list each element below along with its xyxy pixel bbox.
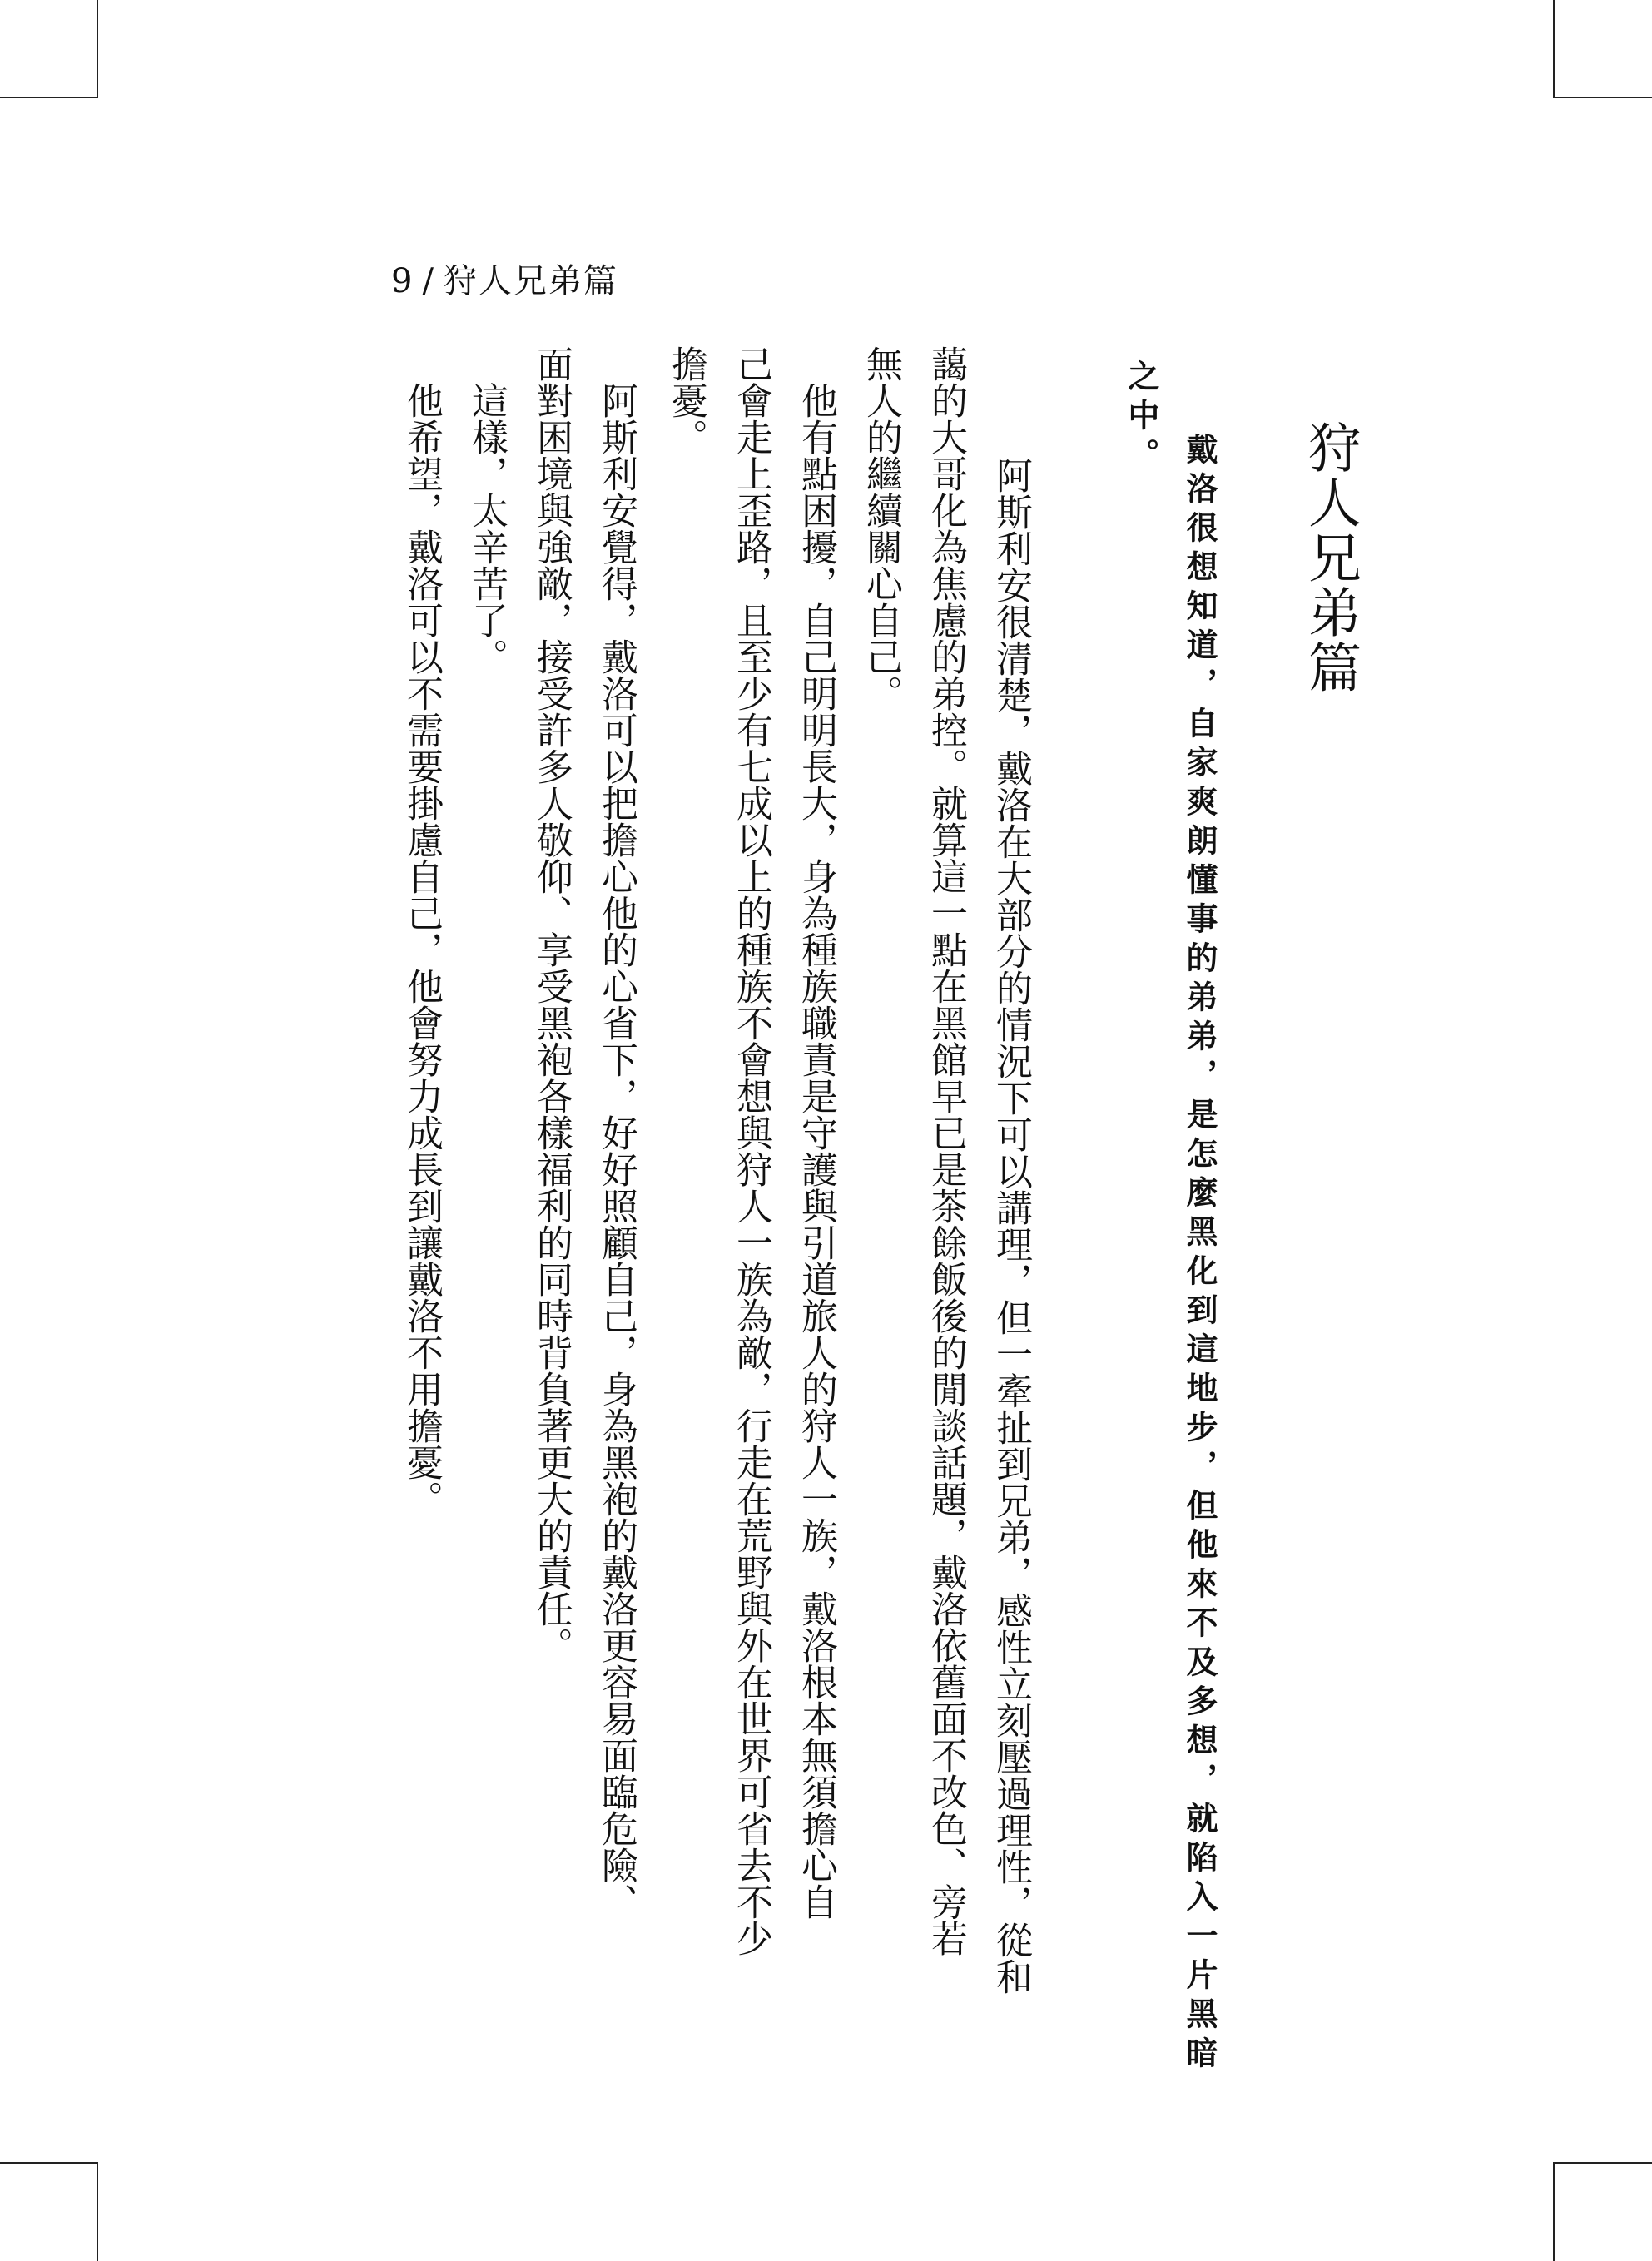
body-line: 面對困境與強敵，接受許多人敬仰、享受黑袍各樣福利的同時背負著更大的責任。	[530, 345, 573, 1664]
crop-mark-top-left-horizontal	[0, 97, 98, 98]
body-line: 阿斯利安很清楚，戴洛在大部分的情況下可以講理，但一牽扯到兄弟，感性立刻壓過理性，從和	[990, 420, 1032, 1995]
intro-line: 之中。	[1123, 359, 1160, 477]
intro-line: 戴洛很想知道，自家爽朗懂事的弟弟，是怎麼黑化到這地步，但他來不及多想，就陷入一片黑暗	[1181, 433, 1218, 2075]
running-head-separator: /	[422, 262, 435, 300]
body-line: 擔憂。	[665, 345, 707, 455]
body-line: 阿斯利安覺得，戴洛可以把擔心他的心省下，好好照顧自己，身為黑袍的戴洛更容易面臨危險、	[595, 345, 637, 1920]
body-line: 藹的大哥化為焦慮的弟控。就算這一點在黑館早已是茶餘飯後的閒談話題，戴洛依舊面不改色、旁若	[925, 345, 967, 1956]
crop-mark-bottom-left-vertical	[97, 2162, 98, 2261]
crop-mark-bottom-left-horizontal	[0, 2162, 98, 2164]
body-line: 這樣，太辛苦了。	[465, 345, 508, 675]
crop-mark-top-left-vertical	[97, 0, 98, 98]
running-head-book-title: 狩人兄弟篇	[443, 262, 618, 300]
crop-mark-top-right-horizontal	[1553, 97, 1652, 98]
chapter-title: 狩人兄弟篇	[1299, 420, 1361, 695]
crop-mark-top-right-vertical	[1553, 0, 1555, 98]
body-line: 他希望，戴洛可以不需要掛慮自己，他會努力成長到讓戴洛不用擔憂。	[400, 345, 443, 1517]
body-line: 己會走上歪路，且至少有七成以上的種族不會想與狩人一族為敵，行走在荒野與外在世界可省去不少	[730, 345, 772, 1956]
running-head	[391, 262, 618, 300]
body-line: 他有點困擾，自己明明長大，身為種族職責是守護與引道旅人的狩人一族，戴洛根本無須擔心自	[795, 345, 837, 1920]
body-line: 無人的繼續關心自己。	[860, 345, 902, 712]
crop-mark-bottom-right-vertical	[1553, 2162, 1555, 2261]
crop-mark-bottom-right-horizontal	[1553, 2162, 1652, 2164]
page-number: 9	[391, 262, 414, 300]
